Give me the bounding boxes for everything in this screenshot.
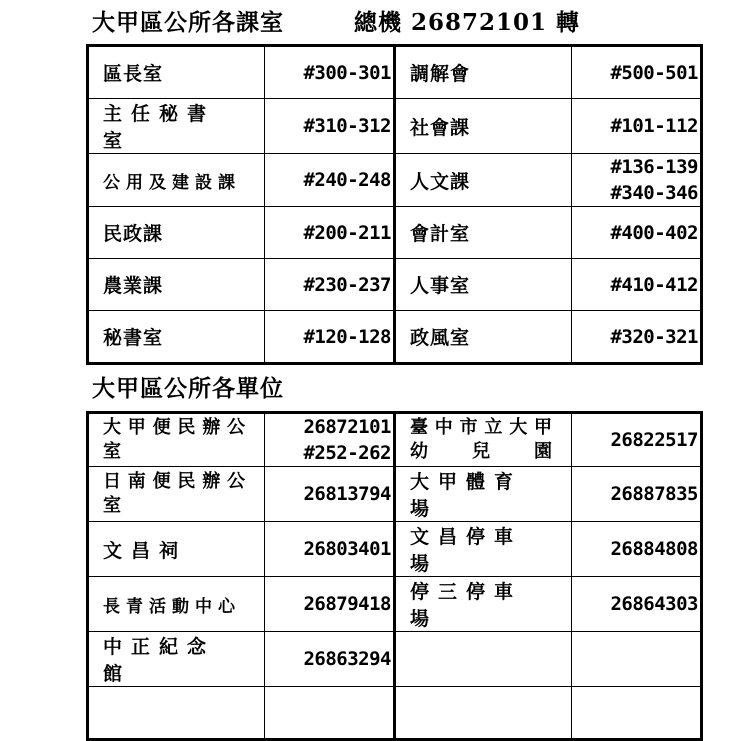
name-cell xyxy=(88,46,265,99)
unit-name: 停三停車場 xyxy=(410,581,523,630)
unit-name: 政風室 xyxy=(410,327,471,349)
section2-title: 大甲區公所各單位 xyxy=(92,375,284,402)
unit-name: 大甲體育場 xyxy=(410,471,523,520)
number-cell xyxy=(265,413,395,467)
name-cell xyxy=(395,687,572,740)
unit-name: 大甲便民辦公室 xyxy=(103,417,250,462)
extension-number: #500-501 xyxy=(610,61,698,84)
phone-number: 26803401 xyxy=(303,538,391,560)
number-cell xyxy=(265,311,395,364)
unit-row xyxy=(88,467,702,522)
number-cell xyxy=(572,259,702,311)
section1-heading xyxy=(92,4,580,37)
number-cell xyxy=(572,154,702,207)
department-row xyxy=(88,154,702,207)
name-cell xyxy=(88,632,265,687)
name-cell xyxy=(88,207,265,259)
name-cell xyxy=(88,577,265,632)
name-cell xyxy=(395,413,572,467)
phone-number: 26864303 xyxy=(610,593,698,615)
extension-number: #320-321 xyxy=(610,325,698,348)
name-cell xyxy=(395,46,572,99)
unit-name: 區長室 xyxy=(103,63,164,85)
name-cell xyxy=(88,154,265,207)
unit-row xyxy=(88,687,702,740)
section1-title: 大甲區公所各課室 xyxy=(92,9,284,36)
unit-name: 文昌停車場 xyxy=(410,526,523,575)
department-row xyxy=(88,311,702,364)
unit-name: 公用及建設課 xyxy=(103,172,241,193)
extension-number: #136-139 #340-346 xyxy=(610,156,698,204)
phone-number: 26879418 xyxy=(303,593,391,615)
unit-name: 會計室 xyxy=(410,223,471,245)
number-cell xyxy=(572,577,702,632)
department-row xyxy=(88,99,702,154)
extension-number: #310-312 xyxy=(303,115,391,137)
number-cell xyxy=(572,632,702,687)
number-cell xyxy=(265,46,395,99)
number-cell xyxy=(572,522,702,577)
number-cell xyxy=(265,207,395,259)
name-cell xyxy=(395,207,572,259)
number-cell xyxy=(265,259,395,311)
phone-number: 26887835 xyxy=(610,483,698,505)
number-cell xyxy=(265,467,395,522)
unit-name: 民政課 xyxy=(103,223,164,245)
number-cell xyxy=(265,687,395,740)
number-cell xyxy=(265,577,395,632)
unit-row xyxy=(88,632,702,687)
unit-name: 臺中市立大甲幼兒園 xyxy=(410,417,557,462)
number-cell xyxy=(265,522,395,577)
department-row xyxy=(88,259,702,311)
unit-row xyxy=(88,522,702,577)
unit-name: 調解會 xyxy=(410,63,471,85)
extension-number: #410-412 xyxy=(610,273,698,296)
number-cell xyxy=(572,687,702,740)
number-cell xyxy=(572,311,702,364)
number-cell xyxy=(265,632,395,687)
unit-name: 中正紀念館 xyxy=(103,636,216,685)
number-cell xyxy=(572,46,702,99)
name-cell xyxy=(88,259,265,311)
extension-number: #230-237 xyxy=(303,273,391,296)
number-cell xyxy=(572,99,702,154)
unit-row xyxy=(88,413,702,467)
name-cell xyxy=(88,522,265,577)
extension-number: #120-128 xyxy=(303,325,391,348)
name-cell xyxy=(395,259,572,311)
name-cell xyxy=(395,522,572,577)
extension-number: #240-248 xyxy=(303,169,391,191)
number-cell xyxy=(265,99,395,154)
unit-name: 秘書室 xyxy=(103,327,164,349)
name-cell xyxy=(88,467,265,522)
unit-name: 主任秘書室 xyxy=(103,103,216,152)
unit-row xyxy=(88,577,702,632)
extension-number: #200-211 xyxy=(303,221,391,244)
extension-number: #400-402 xyxy=(610,221,698,244)
name-cell xyxy=(88,311,265,364)
name-cell xyxy=(395,577,572,632)
name-cell xyxy=(88,413,265,467)
phone-number: 26872101 #252-262 xyxy=(303,416,391,464)
phone-number: 26884808 xyxy=(610,538,698,560)
department-row xyxy=(88,46,702,99)
phone-number: 26813794 xyxy=(303,483,391,505)
unit-name: 文昌祠 xyxy=(103,539,188,562)
phone-number: 26822517 xyxy=(610,429,698,451)
unit-name: 農業課 xyxy=(103,275,164,297)
switchboard-label: 總機 26872101 轉 xyxy=(354,9,581,36)
unit-name: 人事室 xyxy=(410,275,471,297)
name-cell xyxy=(395,467,572,522)
extension-number: #300-301 xyxy=(303,61,391,84)
name-cell xyxy=(395,632,572,687)
number-cell xyxy=(572,207,702,259)
department-row xyxy=(88,207,702,259)
extension-number: #101-112 xyxy=(610,115,698,137)
number-cell xyxy=(572,467,702,522)
name-cell xyxy=(395,99,572,154)
unit-name: 日南便民辦公室 xyxy=(103,471,250,516)
unit-name: 長青活動中心 xyxy=(103,596,241,617)
phone-number: 26863294 xyxy=(303,648,391,670)
department-extension-table xyxy=(86,44,703,365)
number-cell xyxy=(265,154,395,207)
unit-name: 社會課 xyxy=(410,116,471,139)
name-cell xyxy=(395,154,572,207)
unit-phone-table xyxy=(86,411,703,741)
name-cell xyxy=(395,311,572,364)
name-cell xyxy=(88,687,265,740)
number-cell xyxy=(572,413,702,467)
name-cell xyxy=(88,99,265,154)
unit-name: 人文課 xyxy=(410,170,471,193)
